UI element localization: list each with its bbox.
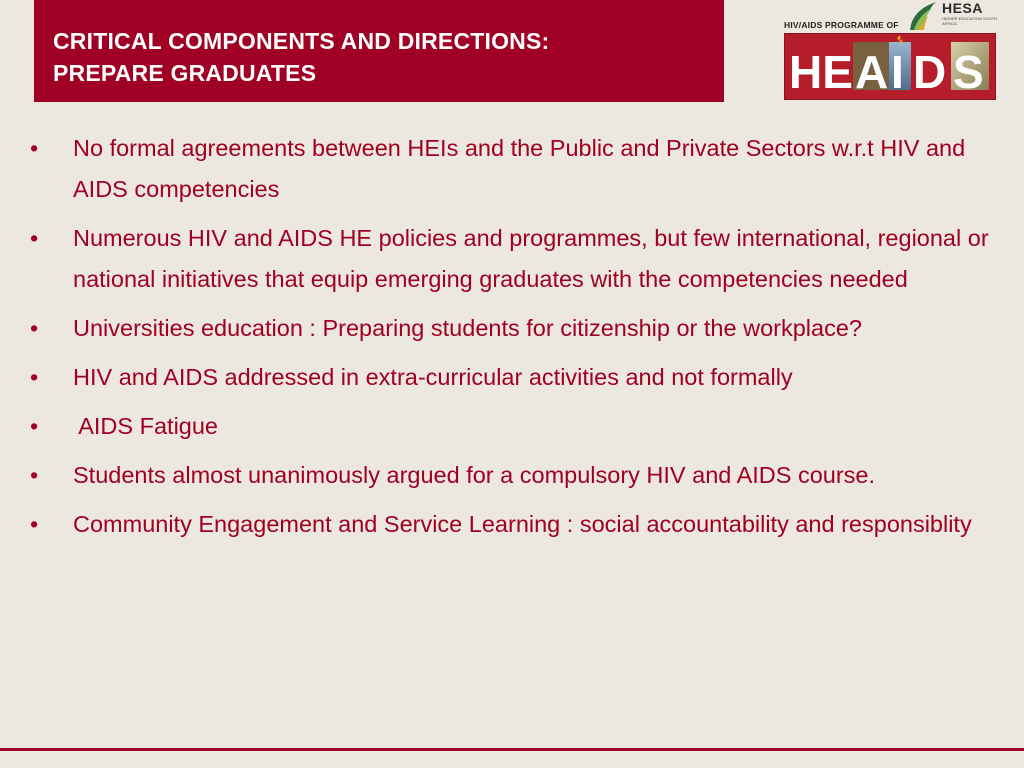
bullet-text: Universities education : Preparing students for citizenship or the workplace? (73, 315, 862, 341)
bullet-item (30, 128, 995, 210)
heaids-logo (784, 0, 998, 102)
bullet-list (30, 128, 995, 545)
bullet-item (30, 357, 995, 398)
bullet-icon: • (30, 511, 39, 537)
bullet-text: Students almost unanimously argued for a compulsory HIV and AIDS course. (73, 462, 876, 488)
bullet-item (30, 218, 995, 300)
bullet-item (30, 455, 995, 496)
bullet-item (30, 406, 995, 447)
title-bar (34, 0, 724, 102)
programme-label: HIV/AIDS PROGRAMME OF (784, 20, 899, 30)
bottom-divider (0, 748, 1024, 751)
bullet-text: Community Engagement and Service Learning : social accountability and responsiblity (73, 511, 972, 537)
bullet-item (30, 308, 995, 349)
hesa-subtext: HIGHER EDUCATION SOUTH AFRICA (942, 16, 998, 26)
svg-text:D: D (913, 46, 947, 98)
bullet-icon: • (30, 462, 39, 488)
bullet-text: No formal agreements between HEIs and the Public and Private Sectors w.r.t HIV and AIDS competencies (73, 135, 966, 202)
slide-title-line-1: CRITICAL COMPONENTS AND DIRECTIONS: (53, 28, 550, 54)
bullet-text: HIV and AIDS addressed in extra-curricular activities and not formally (73, 364, 793, 390)
svg-text:HE: HE (789, 46, 853, 98)
svg-text:I: I (891, 46, 904, 98)
hesa-leaf-icon (908, 0, 938, 32)
slide-title-line-2: PREPARE GRADUATES (53, 60, 317, 86)
bullet-text: Numerous HIV and AIDS HE policies and programmes, but few international, regional or national initiatives that equip emerging graduates with the competencies needed (73, 225, 989, 292)
bullet-icon: • (30, 135, 39, 161)
bullet-icon: • (30, 364, 39, 390)
heaids-wordmark (784, 33, 996, 100)
bullet-text: AIDS Fatigue (73, 413, 218, 439)
hesa-logo (908, 0, 998, 32)
bullet-item (30, 504, 995, 545)
bullet-icon: • (30, 225, 39, 251)
bullet-icon: • (30, 315, 39, 341)
hesa-wordmark: HESA (942, 0, 983, 16)
svg-text:A: A (855, 46, 889, 98)
bullet-icon: • (30, 413, 39, 439)
svg-text:S: S (953, 46, 984, 98)
slide-body (30, 128, 995, 553)
